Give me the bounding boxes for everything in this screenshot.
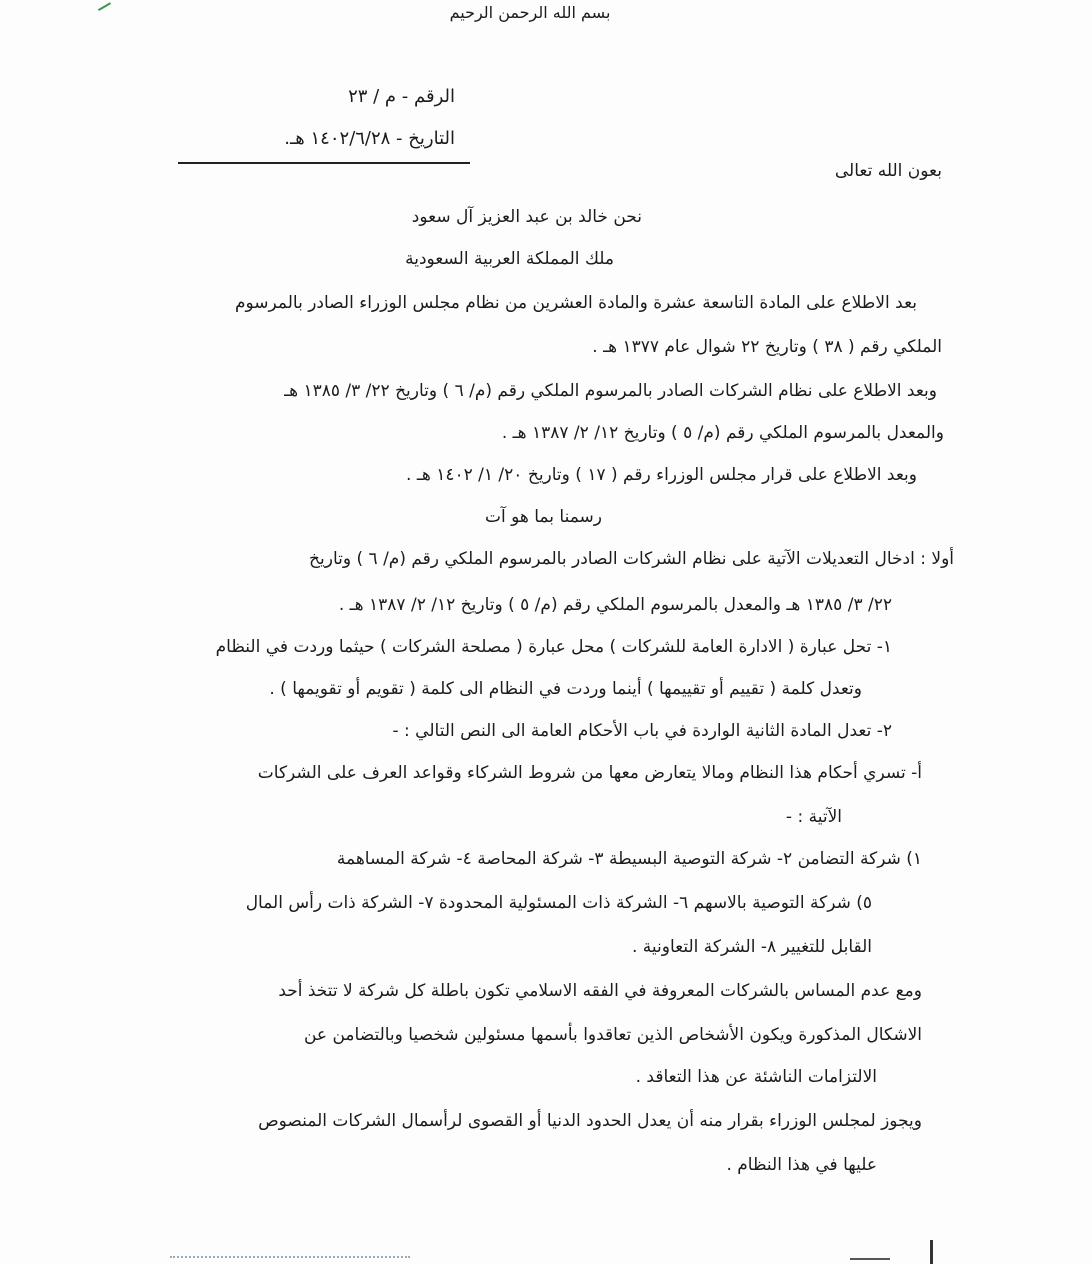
- issuer-title: ملك المملكة العربية السعودية: [405, 249, 614, 269]
- capital-line-1: ويجوز لمجلس الوزراء بقرار منه أن يعدل الحدود الدنيا أو القصوى لرأسمال الشركات المنصوص: [258, 1111, 922, 1131]
- page-edge-mark: [930, 1240, 933, 1264]
- company-types-line-1: ١) شركة التضامن ٢- شركة التوصية البسيطة ٣- شركة المحاصة ٤- شركة المساهمة: [336, 849, 922, 869]
- clause-a-line-1: أ- تسري أحكام هذا النظام ومالا يتعارض معها من شروط الشركاء وقواعد العرف على الشركات: [257, 763, 922, 783]
- corner-pen-mark: [95, 0, 111, 11]
- decree-phrase: رسمنا بما هو آت: [484, 507, 602, 527]
- nullity-line-3: الالتزامات الناشئة عن هذا التعاقد .: [635, 1067, 877, 1087]
- faint-bottom-stroke: [170, 1256, 410, 1258]
- nullity-line-2: الاشكال المذكورة ويكون الأشخاص الذين تعاقدوا بأسمها مسئولين شخصيا وبالتضامن عن: [303, 1025, 922, 1045]
- issuer-name: نحن خالد بن عبد العزيز آل سعود: [411, 207, 642, 227]
- reference-date: التاريخ - ١٤٠٢/٦/٢٨ هـ.: [284, 128, 455, 149]
- amendment-1-line-2: وتعدل كلمة ( تقييم أو تقييمها ) أينما وردت في النظام الى كلمة ( تقويم أو تقويمها ) .: [269, 679, 862, 699]
- preamble-line-1: بعد الاطلاع على المادة التاسعة عشرة والمادة العشرين من نظام مجلس الوزراء الصادر بالمرسوم: [234, 293, 917, 313]
- preamble-line-5: وبعد الاطلاع على قرار مجلس الوزراء رقم ( ١٧ ) وتاريخ ٢٠/ ١/ ١٤٠٢ هـ .: [406, 465, 917, 485]
- preamble-line-3: وبعد الاطلاع على نظام الشركات الصادر بالمرسوم الملكي رقم (م/ ٦ ) وتاريخ ٢٢/ ٣/ ١٣٨٥ هـ: [284, 381, 937, 401]
- article-one-line-2: ٢٢/ ٣/ ١٣٨٥ هـ والمعدل بالمرسوم الملكي رقم (م/ ٥ ) وتاريخ ١٢/ ٢/ ١٣٨٧ هـ .: [338, 595, 892, 615]
- company-types-line-2: ٥) شركة التوصية بالاسهم ٦- الشركة ذات المسئولية المحدودة ٧- الشركة ذات رأس المال: [245, 893, 872, 913]
- amendment-2-line-1: ٢- تعدل المادة الثانية الواردة في باب الأحكام العامة الى النص التالي : -: [392, 721, 892, 741]
- capital-line-2: عليها في هذا النظام .: [726, 1155, 877, 1175]
- opening-phrase: بعون الله تعالى: [834, 161, 942, 181]
- preamble-line-4: والمعدل بالمرسوم الملكي رقم (م/ ٥ ) وتاريخ ١٢/ ٢/ ١٣٨٧ هـ .: [501, 423, 944, 443]
- reference-number: الرقم - م / ٢٣: [348, 86, 455, 107]
- clause-a-line-2: الآتية : -: [785, 807, 842, 827]
- preamble-line-2: الملكي رقم ( ٣٨ ) وتاريخ ٢٢ شوال عام ١٣٧٧ هـ .: [592, 337, 942, 357]
- article-one-line-1: أولا : ادخال التعديلات الآتية على نظام الشركات الصادر بالمرسوم الملكي رقم (م/ ٦ ) وتاريخ: [309, 549, 954, 569]
- amendment-1-line-1: ١- تحل عبارة ( الادارة العامة للشركات ) محل عبارة ( مصلحة الشركات ) حيثما وردت في النظام: [215, 637, 892, 657]
- company-types-line-3: القابل للتغيير ٨- الشركة التعاونية .: [631, 937, 872, 957]
- page-edge-dash: [850, 1258, 890, 1260]
- basmala-header: بسم الله الرحمن الرحيم: [449, 3, 611, 22]
- reference-underline: [178, 162, 470, 164]
- nullity-line-1: ومع عدم المساس بالشركات المعروفة في الفقه الاسلامي تكون باطلة كل شركة لا تتخذ أحد: [278, 981, 922, 1001]
